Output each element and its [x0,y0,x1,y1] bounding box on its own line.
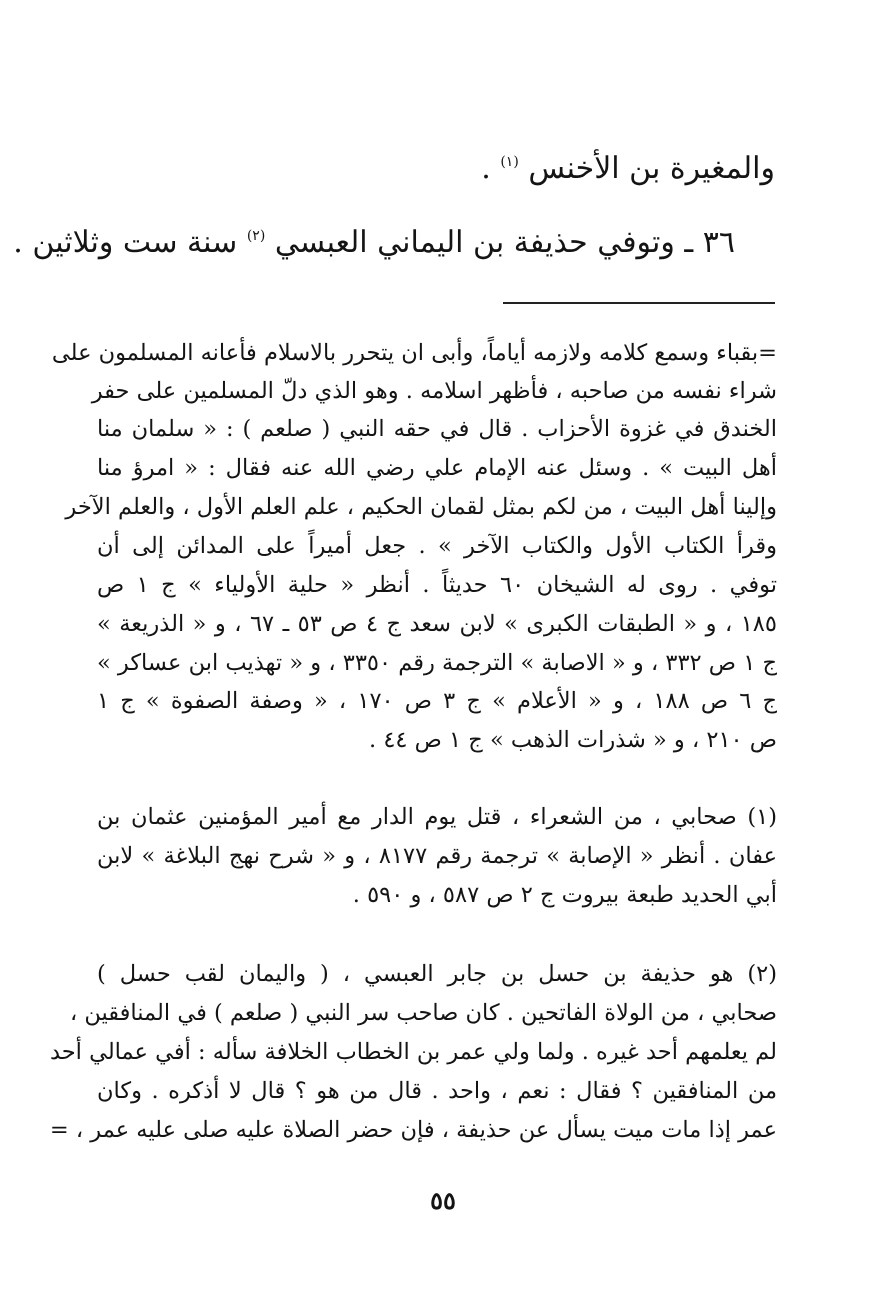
footnote-1-line: (١) صحابي ، من الشعراء ، قتل يوم الدار مع أمير المؤمنين عثمان بن [97,804,777,830]
continued-note-line: الخندق في غزوة الأحزاب . قال في حقه النبي ( صلعم ) : « سلمان منا [97,416,777,442]
continued-note-line: =بقباء وسمع كلامه ولازمه أياماً، وأبى ان يتحرر بالاسلام فأعانه المسلمون على [51,340,777,366]
footnote-1-line: عفان . أنظر « الإصابة » ترجمة رقم ٨١٧٧ ، و « شرح نهج البلاغة » لابن [97,843,778,869]
continued-note-line: توفي . روى له الشيخان ٦٠ حديثاً . أنظر « حلية الأولياء » ج ١ ص [97,572,778,598]
continued-note-line: ج ٦ ص ١٨٨ ، و « الأعلام » ج ٣ ص ١٧٠ ، « وصفة الصفوة » ج ١ [97,688,777,714]
footnote-2-line: عمر إذا مات ميت يسأل عن حذيفة ، فإن حضر الصلاة عليه صلى عليه عمر ، = [49,1117,777,1143]
footnote-2-line: صحابي ، من الولاة الفاتحين . كان صاحب سر النبي ( صلعم ) في المنافقين ، [69,1000,777,1026]
continued-note-line: أهل البيت » . وسئل عنه الإمام علي رضي الله عنه فقال : « امرؤ منا [97,455,777,481]
continued-note-line: ص ٢١٠ ، و « شذرات الذهب » ج ١ ص ٤٤ . [369,727,777,753]
main-text-1-end: . [481,151,491,186]
footnote-2-line: (٢) هو حذيفة بن حسل بن جابر العبسي ، ( واليمان لقب حسل ) [97,961,777,987]
continued-note-line: شراء نفسه من صاحبه ، فأظهر اسلامه . وهو الذي دلّ المسلمين على حفر [91,378,777,404]
continued-note-line: وقرأ الكتاب الأول والكتاب الآخر » . جعل أميراً على المدائن إلى أن [97,533,777,559]
main-text-2-start: ٣٦ ـ وتوفي حذيفة بن اليماني العبسي [274,225,735,260]
continued-note-line: ١٨٥ ، و « الطبقات الكبرى » لابن سعد ج ٤ ص ٥٣ ـ ٦٧ ، و « الذريعة » [97,611,777,637]
page-number: ٥٥ [430,1186,456,1215]
main-text-line-2 [13,214,735,265]
footnote-1-line: أبي الحديد طبعة بيروت ج ٢ ص ٥٨٧ ، و ٥٩٠ . [352,882,777,908]
footnote-separator [503,302,775,304]
footnote-2-line: لم يعلمهم أحد غيره . ولما ولي عمر بن الخطاب الخلافة سأله : أفي عمالي أحد [49,1039,777,1065]
footnote-2-line: من المنافقين ؟ فقال : نعم ، واحد . قال من هو ؟ قال لا أذكره . وكان [97,1078,777,1104]
continued-note-line: ج ١ ص ٣٣٢ ، و « الاصابة » الترجمة رقم ٣٣٥٠ ، و « تهذيب ابن عساكر » [97,650,777,676]
footnote-ref-2: (٢) [246,228,266,244]
continued-note-line: وإلينا أهل البيت ، من لكم بمثل لقمان الحكيم ، علم العلم الأول ، والعلم الآخر [65,494,777,520]
main-text-line-1 [95,140,775,191]
footnote-ref-1: (١) [500,154,519,170]
main-text-1: والمغيرة بن الأخنس [528,151,775,186]
main-text-2-end: سنة ست وثلاثين . [13,225,238,260]
